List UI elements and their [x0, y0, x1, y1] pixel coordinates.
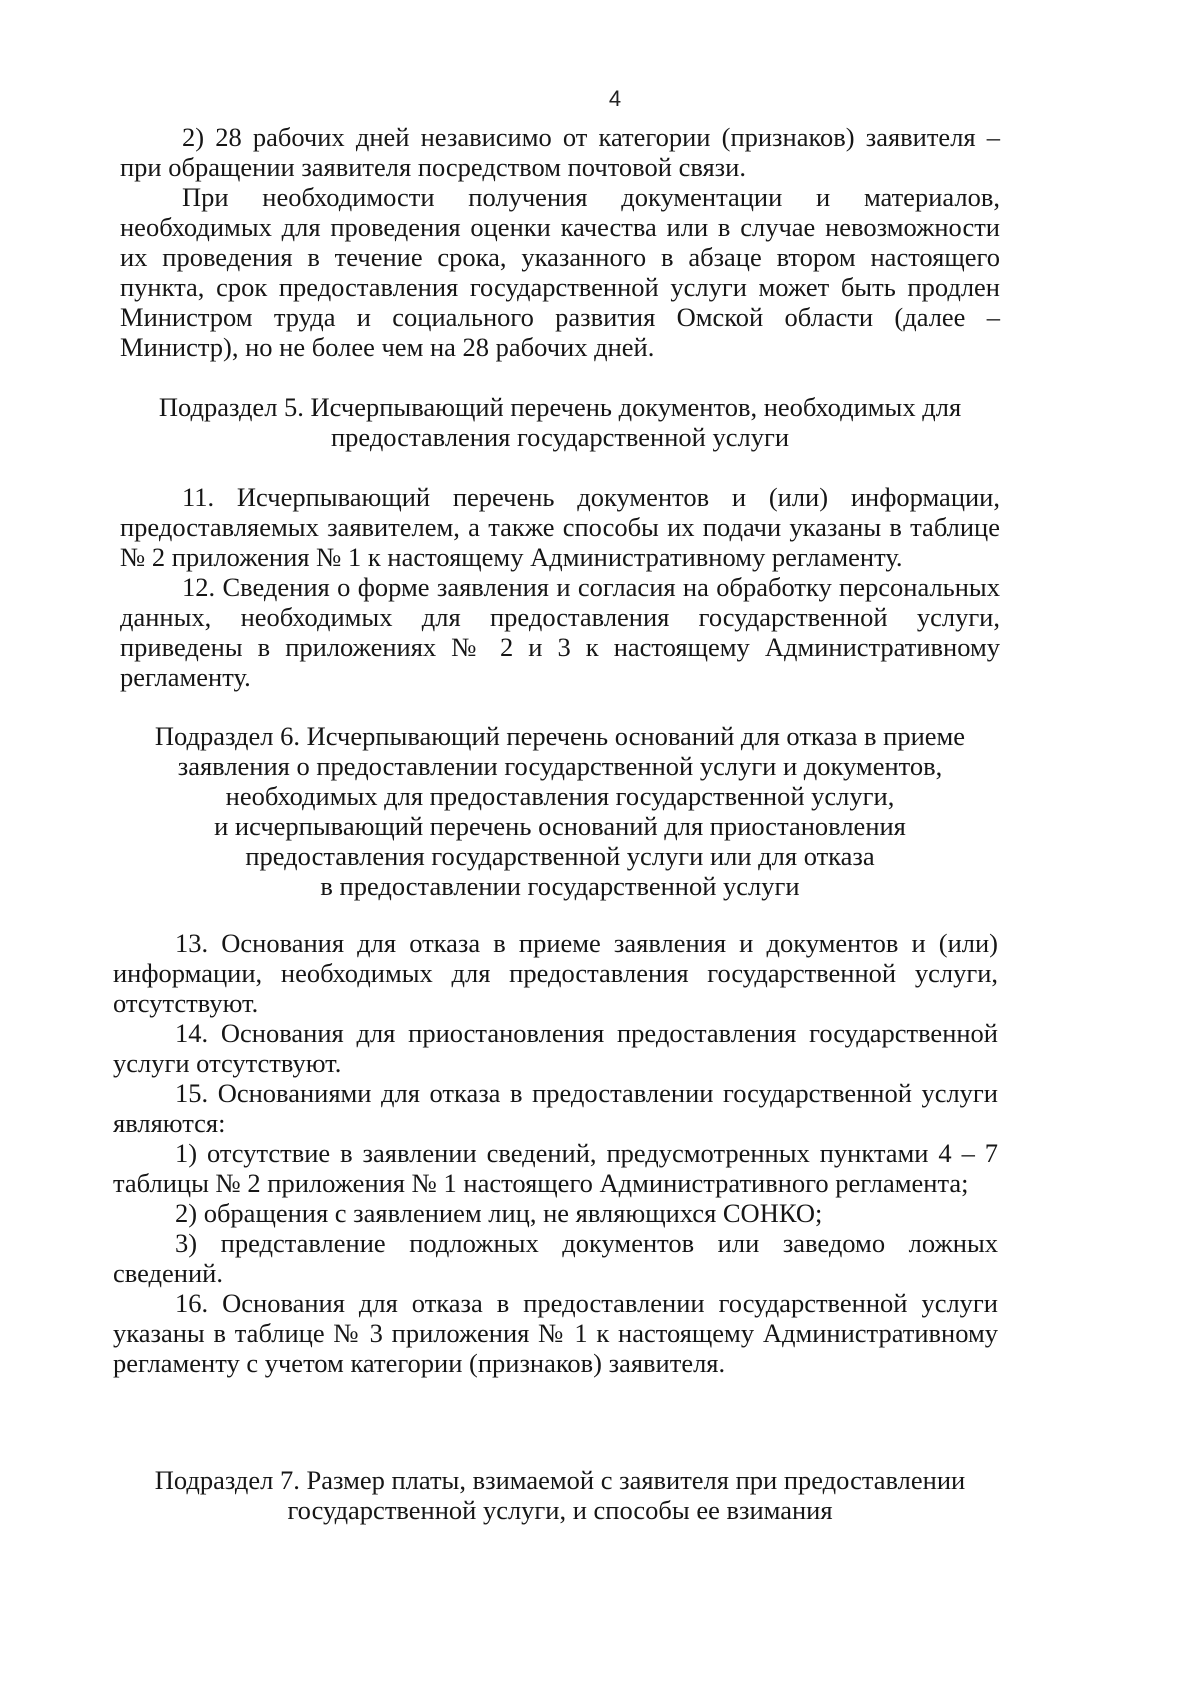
subsection-5-title-line-2: предоставления государственной услуги	[330, 422, 790, 452]
paragraph-postal-term: 2) 28 рабочих дней независимо от категории (признаков) заявителя – при обращении заявителя посредством почтовой связи.	[120, 122, 1000, 182]
subsection-6-title-line-1: Подраздел 6. Исчерпывающий перечень оснований для отказа в приеме	[154, 721, 966, 751]
subsection-6-title-line-2: заявления о предоставлении государственной услуги и документов,	[177, 751, 943, 781]
paragraph-16: 16. Основания для отказа в предоставлении государственной услуги указаны в таблице № 3 приложения № 1 к настоящему Административному регламенту с учетом категории (признаков) заявителя.	[113, 1288, 998, 1378]
intro-paragraphs	[120, 122, 1000, 362]
list-item-1: 1) отсутствие в заявлении сведений, предусмотренных пунктами 4 – 7 таблицы № 2 приложения № 1 настоящего Административного регламента;	[113, 1138, 998, 1198]
subsection-6-title-line-6: в предоставлении государственной услуги	[320, 871, 800, 901]
subsection-5-title-line-1: Подраздел 5. Исчерпывающий перечень документов, необходимых для	[158, 392, 962, 422]
subsection-6-body	[113, 928, 998, 1378]
subsection-7-heading	[120, 1465, 1000, 1525]
subsection-7-title-line-1: Подраздел 7. Размер платы, взимаемой с заявителя при предоставлении	[154, 1465, 966, 1495]
subsection-5-heading	[120, 392, 1000, 452]
page-number: 4	[608, 86, 622, 111]
list-item-3: 3) представление подложных документов или заведомо ложных сведений.	[113, 1228, 998, 1288]
paragraph-15: 15. Основаниями для отказа в предоставлении государственной услуги являются:	[113, 1078, 998, 1138]
list-item-2: 2) обращения с заявлением лиц, не являющихся СОНКО;	[175, 1198, 823, 1228]
paragraph-12: 12. Сведения о форме заявления и согласия на обработку персональных данных, необходимых для предоставления государственной услуги, приведены в приложениях № 2 и 3 к настоящему Административному регламенту.	[120, 572, 1000, 692]
paragraph-11: 11. Исчерпывающий перечень документов и (или) информации, предоставляемых заявителем, а также способы их подачи указаны в таблице № 2 приложения № 1 к настоящему Административному регламенту.	[120, 482, 1000, 572]
paragraph-14: 14. Основания для приостановления предоставления государственной услуги отсутствуют.	[113, 1018, 998, 1078]
paragraph-13: 13. Основания для отказа в приеме заявления и документов и (или) информации, необходимых для предоставления государственной услуги, отсутствуют.	[113, 928, 998, 1018]
subsection-6-title-line-5: предоставления государственной услуги или для отказа	[245, 841, 875, 871]
subsection-7-title-line-2: государственной услуги, и способы ее взимания	[287, 1495, 833, 1525]
subsection-6-title-line-4: и исчерпывающий перечень оснований для приостановления	[214, 811, 906, 841]
paragraph-term-extension: При необходимости получения документации и материалов, необходимых для проведения оценки качества или в случае невозможности их проведения в течение срока, указанного в абзаце втором настоящего пункта, срок предоставления государственной услуги может быть продлен Министром труда и социального развития Омской области (далее – Министр), но не более чем на 28 рабочих дней.	[120, 182, 1000, 362]
subsection-5-body	[120, 482, 1000, 692]
subsection-6-heading	[120, 721, 1000, 901]
subsection-6-title-line-3: необходимых для предоставления государственной услуги,	[225, 781, 895, 811]
